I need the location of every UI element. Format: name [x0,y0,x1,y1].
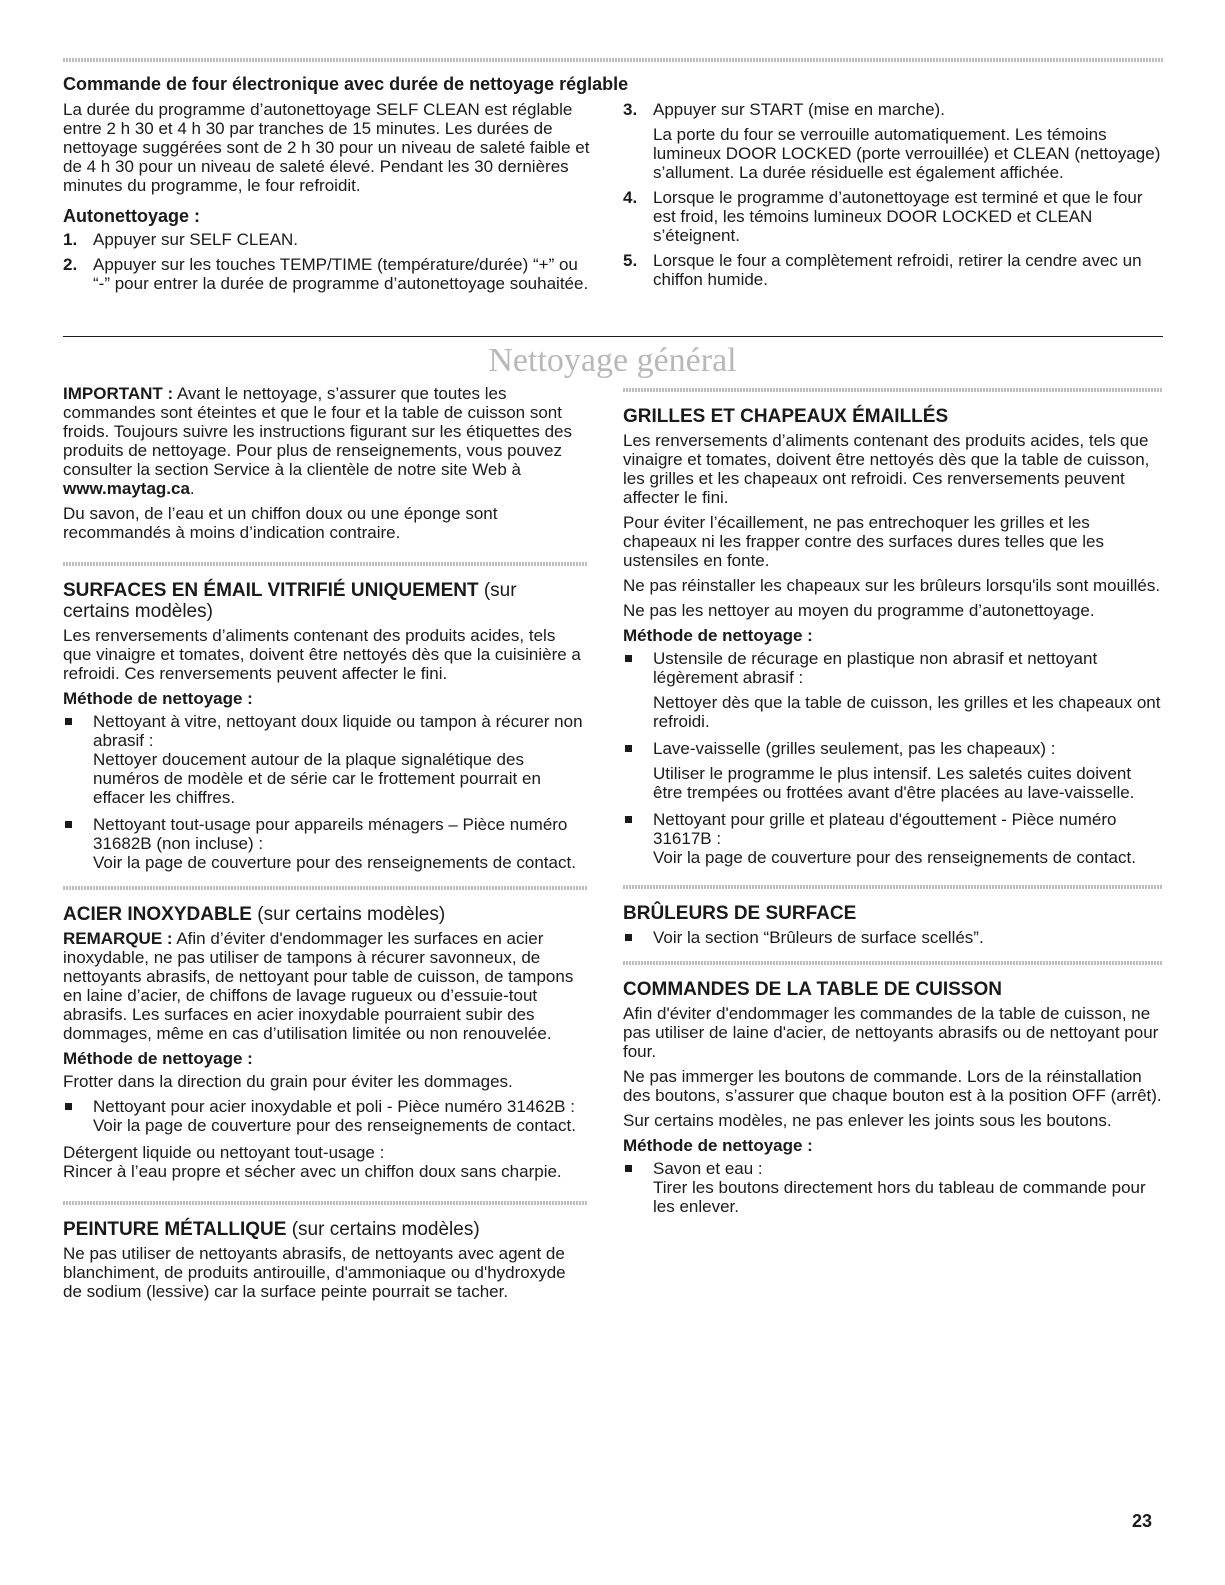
controls-p2: Ne pas immerger les boutons de commande. Lors de la réinstallation des boutons, s’assurer que chaque bouton est à la position OFF (arrêt). [623,1067,1162,1105]
step-item: 5. Lorsque le four a complètement refroidi, retirer la cendre avec un chiffon humide. [623,251,1142,289]
step-detail: La porte du four se verrouille automatiquement. Les témoins lumineux DOOR LOCKED (porte verrouillée) et CLEAN (nettoyage) s’allument. La durée résiduelle est également affichée. [653,125,1161,182]
steps-list-right [623,100,1163,289]
list-item: Nettoyant tout-usage pour appareils ménagers – Pièce numéro 31682B (non incluse) : Voir la page de couverture pour des renseignements de contact. [63,815,588,872]
self-clean-subtitle: Autonettoyage : [63,206,200,226]
divider [63,886,588,890]
list-item: Savon et eau : Tirer les boutons directement hors du tableau de commande pour les enlever. [623,1159,1163,1216]
steps-list-left [63,230,593,293]
controls-p1: Afin d'éviter d'endommager les commandes de la table de cuisson, ne pas utiliser de laine d'acier, de nettoyants abrasifs ou de nettoyant pour four. [623,1004,1159,1061]
steel-method-list [63,1097,588,1135]
controls-method-list [623,1159,1163,1216]
enamel-method-list [63,712,588,872]
important-note: IMPORTANT : Avant le nettoyage, s’assurer que toutes les commandes sont éteintes et que le four et la table de cuisson sont froids. Toujours suivre les instructions figurant sur les étiquettes des produits de nettoyage. Pour plus de renseignements, vous pouvez consulter la section Service à la clientèle de notre site Web à www.maytag.ca. [63,384,572,498]
list-item: Lave-vaisselle (grilles seulement, pas les chapeaux) : Utiliser le programme le plus intensif. Les saletés cuites doivent être trempées ou frottées avant d'être placées au lave-vaisselle. [623,739,1163,802]
divider [623,388,1163,392]
paint-text: Ne pas utiliser de nettoyants abrasifs, de nettoyants avec agent de blanchiment, de produits antirouille, d'ammoniaque ou d'hydroxyde de sodium (lessive) car la surface peinte pourrait se tacher. [63,1244,566,1301]
step-item: 4. Lorsque le programme d’autonettoyage est terminé et que le four est froid, les témoins lumineux DOOR LOCKED et CLEAN s’éteignent. [623,188,1143,245]
enamel-method-label: Méthode de nettoyage : [63,689,253,708]
section-heading: Nettoyage général [488,342,737,379]
steel-detergent: Détergent liquide ou nettoyant tout-usage : [63,1143,385,1162]
enamel-text: Les renversements d’aliments contenant des produits acides, tels que vinaigre et tomates, doivent être nettoyés dès que la cuisinière a refroidi. Ces renversements peuvent affecter le fini. [63,626,581,683]
grates-p1: Les renversements d’aliments contenant des produits acides, tels que vinaigre et tomates, doivent être nettoyés dès que la table de cuisson, les grilles et les chapeaux ont refroidi. Ces renversements peuvent affecter le fini. [623,431,1150,507]
steel-rinse: Rincer à l’eau propre et sécher avec un chiffon doux sans charpie. [63,1162,562,1181]
grates-p2: Pour éviter l’écaillement, ne pas entrechoquer les grilles et les chapeaux ni les frapper contre des surfaces dures telles que les ustensiles en fonte. [623,513,1104,570]
steel-heading: ACIER INOXYDABLE (sur certains modèles) [63,904,446,925]
step-item: 3. Appuyer sur START (mise en marche). La porte du four se verrouille automatiquement. Les témoins lumineux DOOR LOCKED (porte verrouillée) et CLEAN (nettoyage) s’allument. La durée résiduelle est également affichée. [623,100,1163,182]
list-item: Nettoyant pour grille et plateau d'égouttement - Pièce numéro 31617B : Voir la page de couverture pour des renseignements de contact. [623,810,1163,867]
page-number: 23 [1131,1511,1152,1531]
list-item: Ustensile de récurage en plastique non abrasif et nettoyant légèrement abrasif : Nettoyer dès que la table de cuisson, les grilles et les chapeaux ont refroidi. [623,649,1163,731]
top-section-title: Commande de four électronique avec durée de nettoyage réglable [63,74,629,94]
steel-method-label: Méthode de nettoyage : [63,1049,253,1068]
divider [63,562,588,566]
burners-list [623,928,1163,947]
burners-heading: BRÛLEURS DE SURFACE [623,903,857,924]
soap-note: Du savon, de l’eau et un chiffon doux ou une éponge sont recommandés à moins d’indication contraire. [63,504,498,542]
list-item: Voir la section “Brûleurs de surface scellés”. [623,928,1163,947]
divider [623,961,1163,965]
step-item: 2. Appuyer sur les touches TEMP/TIME (température/durée) “+” ou “-” pour entrer la durée de programme d’autonettoyage souhaitée. [63,255,589,293]
steel-remark: REMARQUE : Afin d’éviter d'endommager les surfaces en acier inoxydable, ne pas utiliser de tampons à récurer savonneux, de nettoyants abrasifs, de nettoyant pour table de cuisson, de tampons en laine d’acier, de chiffons de lavage rugueux ou d’essuie-tout abrasifs. Les surfaces en acier inoxydable pourraient subir des dommages, même en cas d’utilisation limitée ou non renouvelée. [63,929,574,1043]
grates-p3: Ne pas réinstaller les chapeaux sur les brûleurs lorsqu'ils sont mouillés. [623,576,1161,595]
section-separator [63,336,1163,337]
right-column [623,384,1163,1224]
paint-heading: PEINTURE MÉTALLIQUE (sur certains modèles) [63,1219,480,1240]
controls-heading: COMMANDES DE LA TABLE DE CUISSON [623,979,1002,1000]
controls-p3: Sur certains modèles, ne pas enlever les joints sous les boutons. [623,1111,1112,1130]
top-left-column [63,100,593,299]
website-link[interactable]: www.maytag.ca [63,479,190,498]
step-item: 1. Appuyer sur SELF CLEAN. [63,230,299,249]
grates-heading: GRILLES ET CHAPEAUX ÉMAILLÉS [623,406,949,427]
list-item: Nettoyant pour acier inoxydable et poli - Pièce numéro 31462B : Voir la page de couverture pour des renseignements de contact. [63,1097,588,1135]
grates-p4: Ne pas les nettoyer au moyen du programme d’autonettoyage. [623,601,1095,620]
list-item: Nettoyant à vitre, nettoyant doux liquide ou tampon à récurer non abrasif : Nettoyer doucement autour de la plaque signalétique des numéros de modèle et de série car le frottement pourrait en effacer les chiffres. [63,712,588,807]
divider [63,1201,588,1205]
divider [623,885,1163,889]
top-divider [63,58,1163,62]
steel-grain: Frotter dans la direction du grain pour éviter les dommages. [63,1072,513,1091]
enamel-heading: SURFACES EN ÉMAIL VITRIFIÉ UNIQUEMENT (sur certains modèles) [63,580,517,622]
grates-method-list [623,649,1163,867]
top-right-column [623,100,1163,295]
controls-method-label: Méthode de nettoyage : [623,1136,813,1155]
left-column [63,384,588,1307]
grates-method-label: Méthode de nettoyage : [623,626,813,645]
top-intro: La durée du programme d’autonettoyage SELF CLEAN est réglable entre 2 h 30 et 4 h 30 par tranches de 15 minutes. Les durées de nettoyage suggérées sont de 2 h 30 pour un niveau de saleté faible et de 4 h 30 pour un niveau de saleté élevé. Pendant les 30 dernières minutes du programme, le four refroidit. [63,100,590,195]
